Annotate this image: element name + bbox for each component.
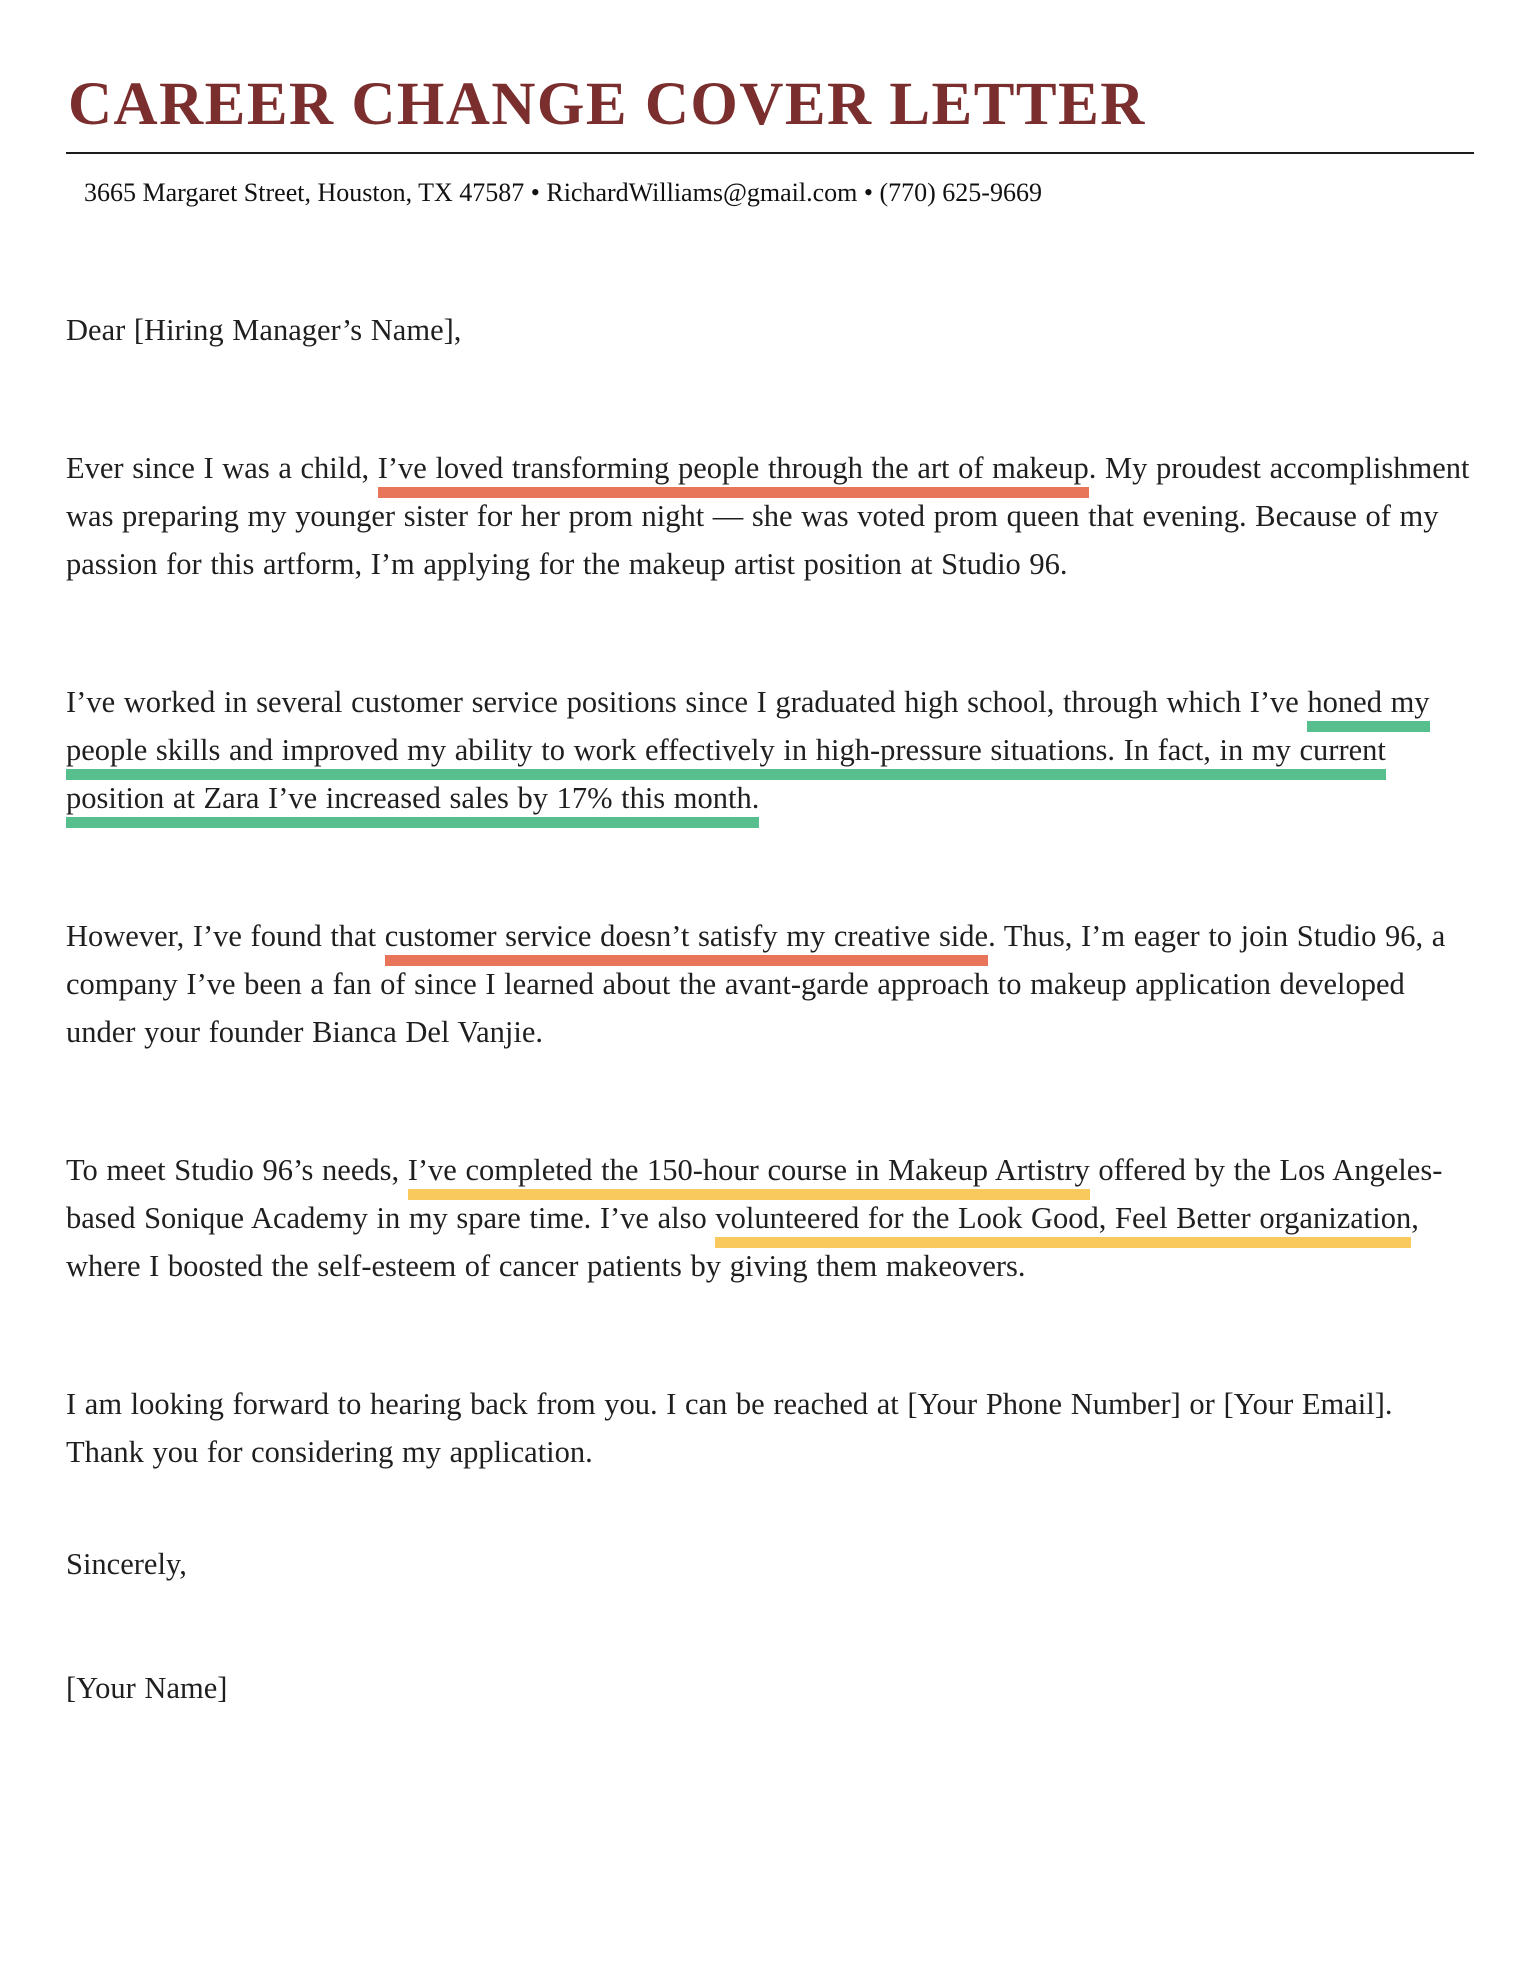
paragraph-text: . My proudest accomplishment was preparing my younger sister for her prom night — she was voted prom queen that evening. Because of my passion for this artform, I’m applying for the makeup artist position at Studio 96. — [66, 451, 1470, 581]
highlighted-text-green: honed my people skills and improved my ability to work effectively in high-pressure situations. In fact, in my current position at Zara I’ve increased sales by 17% this month. — [66, 685, 1430, 828]
page-title: CAREER CHANGE COVER LETTER — [68, 71, 1146, 138]
letter-paragraph — [66, 444, 1474, 588]
paragraph-text: I am looking forward to hearing back from you. I can be reached at [Your Phone Number] or [Your Email]. Thank you for considering my application. — [66, 1387, 1393, 1469]
header-divider — [66, 152, 1474, 154]
letter-paragraphs — [66, 444, 1474, 1476]
paragraph-text: Ever since I was a child, — [66, 451, 378, 485]
contact-line: 3665 Margaret Street, Houston, TX 47587 • RichardWilliams@gmail.com • (770) 625-9669 — [84, 178, 1042, 207]
salutation: Dear [Hiring Manager’s Name], — [66, 313, 462, 347]
signature: [Your Name] — [66, 1671, 228, 1705]
highlighted-text-yellow: volunteered for the Look Good, Feel Better organization — [715, 1201, 1411, 1248]
paragraph-text: I’ve worked in several customer service positions since I graduated high school, through which I’ve — [66, 685, 1308, 719]
letter-paragraph — [66, 912, 1474, 1056]
letter-paragraph — [66, 1380, 1474, 1476]
highlighted-text-red: customer service doesn’t satisfy my creative side — [385, 919, 988, 966]
highlighted-text-yellow: I’ve completed the 150-hour course in Makeup Artistry — [408, 1153, 1090, 1200]
letter-body — [66, 306, 1474, 1712]
highlighted-text-red: I’ve loved transforming people through the art of makeup — [378, 451, 1089, 498]
paragraph-text: To meet Studio 96’s needs, — [66, 1153, 408, 1187]
letter-paragraph — [66, 678, 1474, 822]
paragraph-text: offered by the Los Angeles-based Sonique Academy in my spare time. I’ve also — [66, 1153, 1443, 1235]
letter-paragraph — [66, 1146, 1474, 1290]
paragraph-text: , where I boosted the self-esteem of cancer patients by giving them makeovers. — [66, 1201, 1419, 1283]
paragraph-text: However, I’ve found that — [66, 919, 385, 953]
paragraph-text: . Thus, I’m eager to join Studio 96, a company I’ve been a fan of since I learned about the avant-garde approach to makeup application developed under your founder Bianca Del Vanjie. — [66, 919, 1446, 1049]
closing: Sincerely, — [66, 1547, 187, 1581]
